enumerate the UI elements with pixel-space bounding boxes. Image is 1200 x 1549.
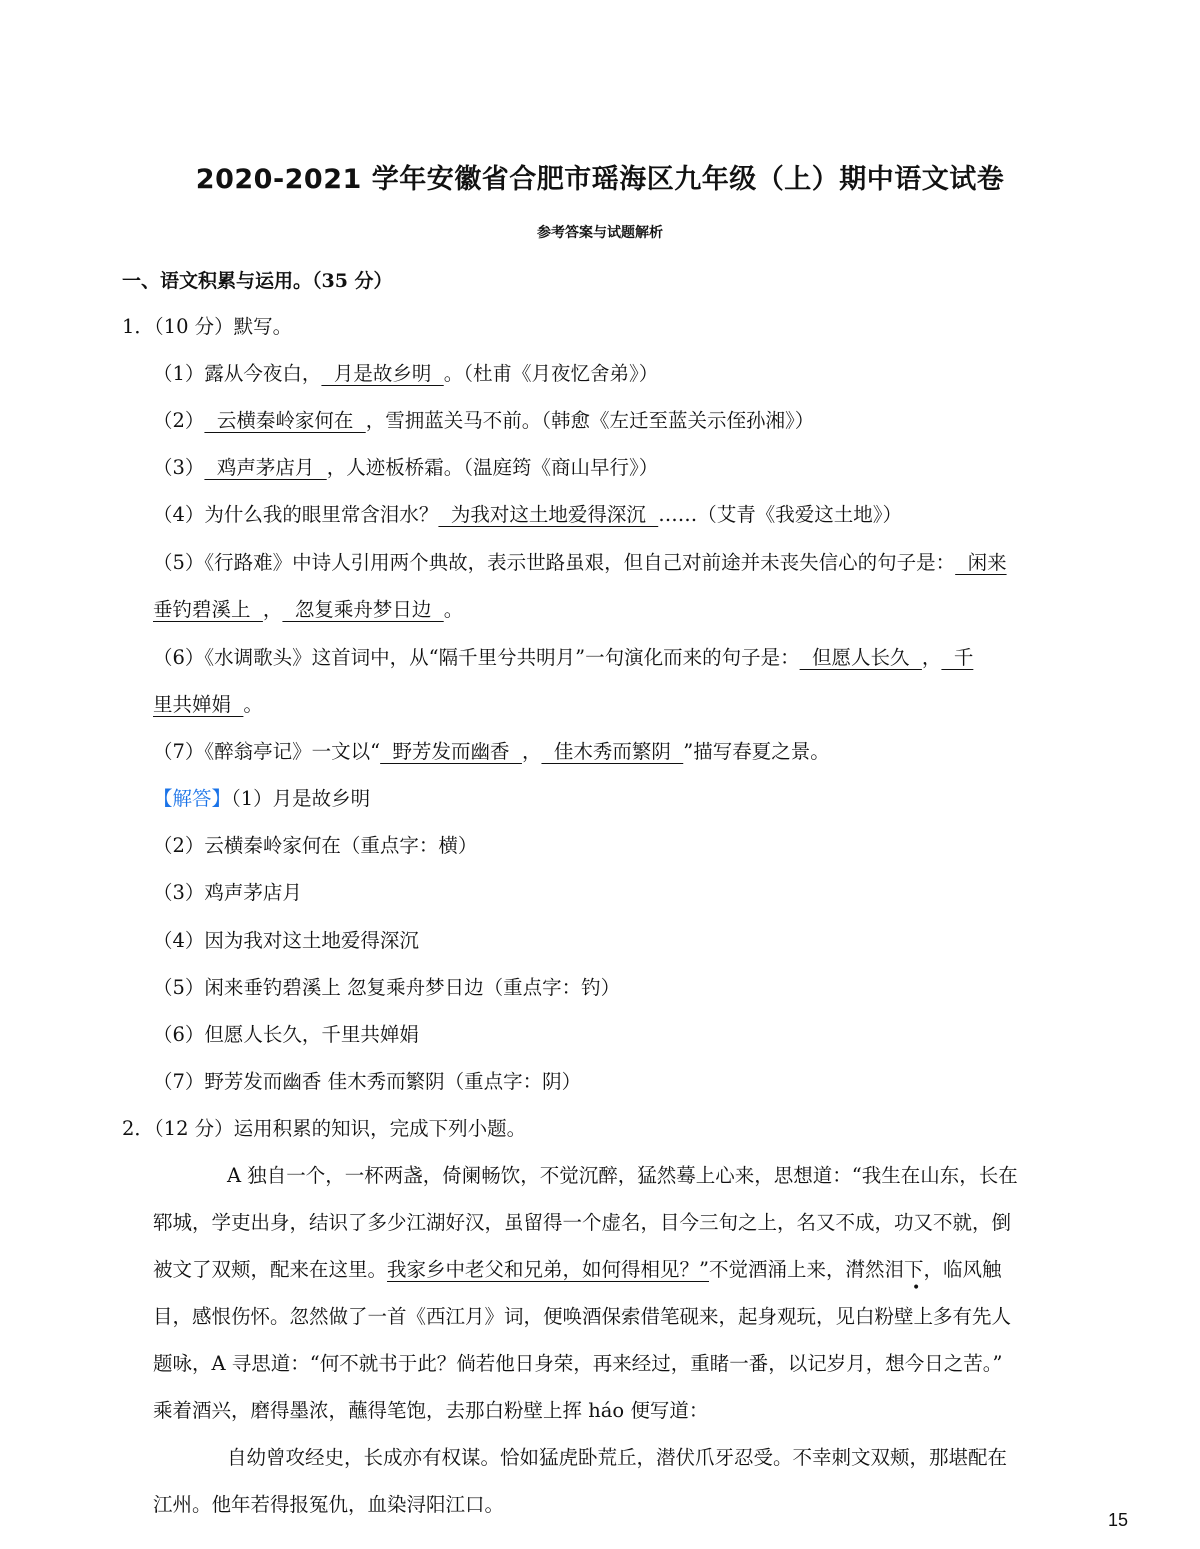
page-subtitle: 参考答案与试题解析 [537, 225, 663, 241]
q1-item-5-answer-1b: 垂钓碧溪上 [153, 598, 263, 621]
q1-item-6-prefix: （6）《水调歌头》这首词中，从“隔千里兮共明月”一句演化而来的句子是： [153, 646, 800, 669]
answer-4: （4）因为我对这土地爱得深沉 [153, 929, 419, 952]
q1-item-1-answer: 月是故乡明 [321, 362, 444, 385]
answer-5: （5）闲来垂钓碧溪上 忽复乘舟梦日边（重点字：钓） [153, 976, 621, 999]
poem-line-2: 江州。他年若得报冤仇，血染浔阳江口。 [153, 1493, 505, 1516]
q1-item-2 [153, 407, 814, 435]
answer-1: （1）月是故乡明 [231, 787, 371, 810]
q1-item-1-prefix: （1）露从今夜白， [153, 362, 322, 385]
q1-item-2-suffix: ，雪拥蓝关马不前。（韩愈《左迁至蓝关示侄孙湘》） [365, 409, 815, 432]
passage-line-3 [153, 1256, 1002, 1284]
q1-item-6-comma: ， [921, 646, 942, 669]
q1-item-3-suffix: ，人迹板桥霜。（温庭筠《商山早行》） [326, 456, 659, 479]
passage-line-3b: 不觉酒涌上来，潸然泪下，临风触 [709, 1258, 1002, 1281]
q1-item-7-suffix: ”描写春夏之景。 [683, 740, 830, 763]
question-1-stem: 1．（10 分）默写。 [122, 315, 293, 338]
page-title: 2020-2021 学年安徽省合肥市瑶海区九年级（上）期中语文试卷 [195, 164, 1005, 195]
q1-item-2-prefix: （2） [153, 409, 205, 432]
q1-item-3-prefix: （3） [153, 456, 205, 479]
passage-line-6: 乘着酒兴，磨得墨浓，蘸得笔饱，去那白粉壁上挥 háo 便写道： [153, 1399, 709, 1422]
q1-item-6-answer-2a: 千 [941, 646, 974, 669]
q1-item-7-prefix: （7）《醉翁亭记》一文以“ [153, 740, 381, 763]
q1-item-4 [153, 501, 902, 529]
q1-item-7-comma: ， [521, 740, 542, 763]
q1-item-4-prefix: （4）为什么我的眼里常含泪水？ [153, 503, 439, 526]
passage-line-5: 题咏，A 寻思道：“何不就书于此？倘若他日身荣，再来经过，重睹一番，以记岁月，想今日之苦。” [153, 1352, 1003, 1375]
q1-item-5-cont [153, 596, 463, 624]
passage-line-2: 郓城，学吏出身，结识了多少江湖好汉，虽留得一个虚名，目今三旬之上，名又不成，功又不就，倒 [153, 1211, 1012, 1234]
emphasis-dot: • [912, 1280, 921, 1296]
answer-6: （6）但愿人长久，千里共婵娟 [153, 1023, 419, 1046]
section-heading: 一、语文积累与运用。（35 分） [122, 270, 393, 292]
q1-item-7-answer-2: 佳木秀而繁阴 [541, 740, 684, 763]
poem-line-1: 自幼曾攻经史，长成亦有权谋。恰如猛虎卧荒丘，潜伏爪牙忍受。不幸刺文双颊，那堪配在 [227, 1446, 1008, 1469]
q1-item-5-comma: ， [262, 598, 283, 621]
q1-item-6-answer-1: 但愿人长久 [799, 646, 922, 669]
q1-item-3 [153, 454, 658, 482]
q1-item-3-answer: 鸡声茅店月 [204, 456, 327, 479]
q1-item-4-suffix: ……（艾青《我爱这土地》） [658, 503, 902, 526]
q1-item-2-answer: 云横秦岭家何在 [204, 409, 366, 432]
q1-item-6-suffix: 。 [243, 693, 263, 716]
answer-tag: 【解答】 [153, 787, 232, 810]
passage-line-3a: 被文了双颊，配来在这里。 [153, 1258, 388, 1281]
q1-item-4-answer: 为我对这土地爱得深沉 [438, 503, 659, 526]
answer-2: （2）云横秦岭家何在（重点字：横） [153, 834, 478, 857]
page-number: 15 [1108, 1510, 1129, 1530]
q1-item-5-answer-1a: 闲来 [955, 551, 1007, 574]
q1-item-1 [153, 360, 658, 388]
passage-line-4: 目，感恨伤怀。忽然做了一首《西江月》词，便唤酒保索借笔砚来，起身观玩，见白粉壁上多有先人 [153, 1305, 1012, 1328]
q1-item-6-answer-2b: 里共婵娟 [153, 693, 244, 716]
q1-item-6-cont [153, 691, 263, 719]
answer-line-1 [153, 785, 370, 813]
q1-item-5-answer-2: 忽复乘舟梦日边 [282, 598, 444, 621]
passage-underlined-sentence: 我家乡中老父和兄弟，如何得相见？” [387, 1258, 709, 1281]
question-2-stem: 2．（12 分）运用积累的知识，完成下列小题。 [122, 1117, 527, 1140]
answer-7: （7）野芳发而幽香 佳木秀而繁阴（重点字：阴） [153, 1070, 582, 1093]
passage-line-1: A 独自一个，一杯两盏，倚阑畅饮，不觉沉醉，猛然蓦上心来，思想道：“我生在山东，长在 [227, 1164, 1018, 1187]
q1-item-6 [153, 644, 973, 672]
q1-item-5-prefix: （5）《行路难》中诗人引用两个典故，表示世路虽艰，但自己对前途并未丧失信心的句子是： [153, 551, 956, 574]
q1-item-1-suffix: 。（杜甫《月夜忆舍弟》） [443, 362, 659, 385]
q1-item-5-suffix: 。 [443, 598, 464, 621]
q1-item-7 [153, 738, 830, 766]
q1-item-5 [153, 549, 1007, 577]
answer-3: （3）鸡声茅店月 [153, 881, 302, 904]
q1-item-7-answer-1: 野芳发而幽香 [380, 740, 522, 763]
